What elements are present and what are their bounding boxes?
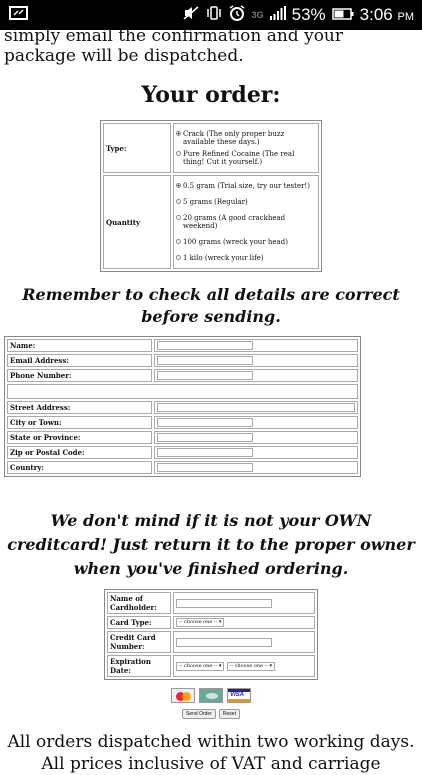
battery-icon (332, 5, 354, 25)
type-option-cocaine[interactable]: Pure Refined Cocaine (The real thing! Cut it yourself.) (176, 150, 316, 166)
visa-logo: VISA (227, 688, 251, 703)
radio-button[interactable] (176, 255, 181, 260)
quantity-option[interactable]: 0.5 gram (Trial size, try our tester!) (176, 182, 316, 190)
city-label: City or Town: (7, 416, 152, 429)
radio-button[interactable] (176, 131, 181, 136)
radio-button[interactable] (176, 239, 181, 244)
state-label: State or Province: (7, 431, 152, 444)
battery-percent: 53% (291, 5, 326, 24)
send-order-button[interactable]: Send Order (182, 709, 216, 719)
country-label: Country: (7, 461, 152, 474)
expiry-year-select[interactable]: -- choose one -- ▾ (227, 662, 275, 671)
quantity-option[interactable]: 5 grams (Regular) (176, 198, 316, 206)
state-input[interactable] (157, 433, 253, 442)
zip-input[interactable] (157, 448, 253, 457)
vibrate-icon (206, 5, 222, 26)
radio-button[interactable] (176, 183, 181, 188)
expiry-month-select[interactable]: -- choose one -- ▾ (176, 662, 224, 671)
card-message: We don't mind if it is not your OWN creditcard! Just return it to the proper owner when you've finished ordering. (7, 511, 415, 578)
order-title: Your order: (141, 82, 281, 108)
cardholder-label: Name of Cardholder: (107, 592, 171, 614)
clock: 3:06 PM (359, 5, 414, 24)
alarm-icon (228, 4, 246, 27)
phone-input[interactable] (157, 371, 253, 380)
country-input[interactable] (157, 463, 253, 472)
order-options-table (100, 120, 322, 272)
mastercard-logo (171, 688, 195, 703)
card-type-select[interactable]: -- choose one -- ▾ (176, 618, 224, 627)
type-label: Type: (103, 123, 171, 173)
reminder-text: Remember to check all details are correct before sending. (22, 285, 400, 326)
phone-label: Phone Number: (7, 369, 152, 382)
email-label: Email Address: (7, 354, 152, 367)
card-number-input[interactable] (176, 638, 272, 647)
radio-button[interactable] (176, 151, 181, 156)
city-input[interactable] (157, 418, 253, 427)
card-type-label: Card Type: (107, 616, 171, 629)
footer-text: All orders dispatched within two working days. All prices inclusive of VAT and carriage (7, 732, 415, 774)
signal-icon (270, 5, 286, 25)
radio-button[interactable] (176, 215, 181, 220)
cardholder-input[interactable] (176, 599, 272, 608)
card-number-label: Credit Card Number: (107, 631, 171, 653)
email-input[interactable] (157, 356, 253, 365)
card-logos (0, 688, 422, 703)
card-form (104, 589, 318, 680)
zip-label: Zip or Postal Code: (7, 446, 152, 459)
quantity-options (173, 175, 319, 269)
quantity-label: Quantity (103, 175, 171, 269)
quantity-option[interactable]: 100 grams (wreck your head) (176, 238, 316, 246)
name-label: Name: (7, 339, 152, 352)
intro-text: simply email the confirmation and your package will be dispatched. (4, 26, 344, 66)
name-input[interactable] (157, 341, 253, 350)
radio-button[interactable] (176, 199, 181, 204)
reset-button[interactable]: Reset (219, 709, 240, 719)
address-form (4, 336, 361, 477)
street-input[interactable] (157, 403, 355, 412)
street-label: Street Address: (7, 401, 152, 414)
quantity-option[interactable]: 1 kilo (wreck your life) (176, 254, 316, 262)
message-icon (8, 5, 30, 26)
solo-card-logo (199, 688, 223, 703)
type-option-crack[interactable]: Crack (The only proper buzz available these days.) (176, 130, 316, 146)
form-buttons (0, 709, 422, 719)
expiry-label: Expiration Date: (107, 655, 171, 677)
network-3g-icon: 3G (251, 9, 264, 20)
muted-icon (182, 5, 200, 26)
spacer-row (7, 384, 358, 399)
type-options (173, 123, 319, 173)
quantity-option[interactable]: 20 grams (A good crackhead weekend) (176, 214, 316, 230)
